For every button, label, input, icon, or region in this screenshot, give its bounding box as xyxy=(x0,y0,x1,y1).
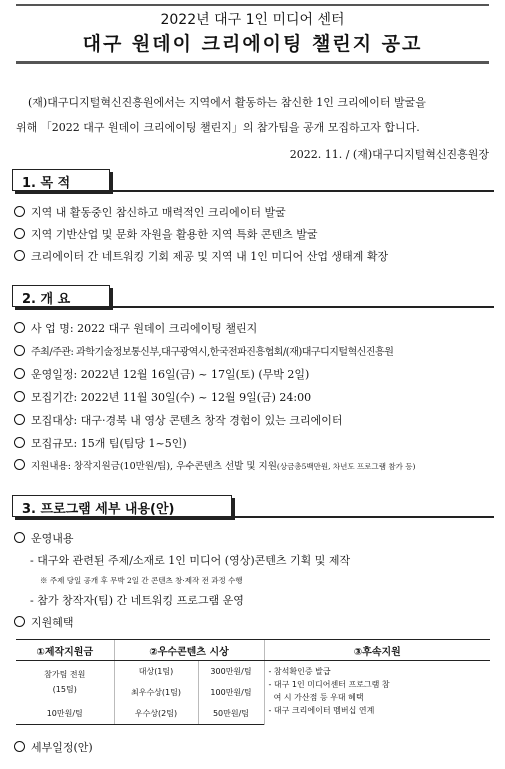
followup-item: - 참석확인증 발급 xyxy=(268,667,331,676)
table-row xyxy=(16,661,490,683)
circle-bullet-icon xyxy=(14,322,25,333)
section-1-label: 1. 목 적 xyxy=(22,176,71,191)
section-2-rule xyxy=(108,306,494,308)
overview-item-7: 지원내용: 창작지원금(10만원/팀), 우수콘텐츠 선발 및 지원(상금총5백만원, 차년도 프로그램 참가 등) xyxy=(14,458,415,472)
followup-item: 여 시 가산점 등 우대 혜택 xyxy=(268,693,364,702)
overview-item-5: 모집대상: 대구·경북 내 영상 콘텐츠 창작 경험이 있는 크리에이터 xyxy=(14,412,342,428)
benefits-table xyxy=(16,639,490,725)
section-1-label-box xyxy=(12,169,110,191)
circle-bullet-icon xyxy=(14,368,25,379)
header-bottom-rule xyxy=(16,61,489,64)
section-3-label-box xyxy=(12,495,232,517)
award-amount: 100만원/팀 xyxy=(198,682,264,703)
operation-detail-1: - 대구와 관련된 주제/소재로 1인 미디어 (영상)콘텐츠 기획 및 제작 xyxy=(30,554,351,567)
overview-item-3: 운영일정: 2022년 12월 16일(금) ~ 17일(토) (무박 2일) xyxy=(14,366,309,382)
overview-item-4: 모집기간: 2022년 11월 30일(수) ~ 12월 9일(금) 24:00 xyxy=(14,389,311,405)
intro-line-2: 위해 「2022 대구 원데이 크리에이팅 챌린지」의 참가팀을 공개 모집하고자 합니다. xyxy=(16,121,420,134)
grant-target-count: (15팀) xyxy=(52,685,77,694)
overview-item-2: 주최/주관: 과학기술정보통신부,대구광역시,한국전파진흥협회/(재)대구디지털혁신진흥원 xyxy=(14,343,393,358)
section-2-label: 2. 개 요 xyxy=(22,292,71,307)
header-production-grant: ①제작지원금 xyxy=(16,640,114,661)
schedule-heading: 세부일정(안) xyxy=(14,739,93,755)
followup-cell xyxy=(264,661,490,725)
section-1-rule xyxy=(108,190,494,192)
grant-amount: 10만원/팀 xyxy=(16,703,114,725)
followup-item: - 대구 1인 미디어센터 프로그램 참 xyxy=(268,680,390,689)
award-amount: 300만원/팀 xyxy=(198,661,264,683)
operation-note: ※ 주제 당일 공개 후 무박 2일 간 콘텐츠 창·제작 전 과정 수행 xyxy=(40,576,243,585)
circle-bullet-icon xyxy=(14,228,25,239)
section-3-rule xyxy=(230,516,494,518)
header-excellence-award: ②우수콘텐츠 시상 xyxy=(114,640,264,661)
header-followup: ③후속지원 xyxy=(264,640,490,661)
section-1-header xyxy=(12,169,494,193)
page-title: 대구 원데이 크리에이팅 챌린지 공고 xyxy=(82,33,423,55)
circle-bullet-icon xyxy=(14,459,25,470)
overview-item-6: 모집규모: 15개 팀(팀당 1~5인) xyxy=(14,435,187,451)
purpose-item-1: 지역 내 활동중인 참신하고 매력적인 크리에이터 발굴 xyxy=(14,204,286,220)
page-subtitle: 2022년 대구 1인 미디어 센터 xyxy=(160,12,345,28)
section-2-label-box xyxy=(12,285,110,307)
section-2-header xyxy=(12,285,494,309)
section-3-header xyxy=(12,495,494,519)
intro-line-1: (재)대구디지털혁신진흥원에서는 지역에서 활동하는 참신한 1인 크리에이터 발굴을 xyxy=(28,96,426,109)
grant-target-text: 참가팀 전원 xyxy=(44,670,86,679)
operation-detail-2: - 참가 창작자(팀) 간 네트워킹 프로그램 운영 xyxy=(30,594,244,607)
circle-bullet-icon xyxy=(14,616,25,627)
circle-bullet-icon xyxy=(14,741,25,752)
purpose-item-2: 지역 기반산업 및 문화 자원을 활용한 지역 특화 콘텐츠 발굴 xyxy=(14,226,318,242)
operation-heading: 운영내용 xyxy=(14,530,74,546)
circle-bullet-icon xyxy=(14,532,25,543)
circle-bullet-icon xyxy=(14,414,25,425)
circle-bullet-icon xyxy=(14,391,25,402)
section-3-label: 3. 프로그램 세부 내용(안) xyxy=(22,502,175,517)
table-header-row xyxy=(16,640,490,661)
award-name: 우수상(2팀) xyxy=(114,703,198,725)
grant-target-cell xyxy=(16,661,114,704)
followup-item: - 대구 크리에이터 멤버십 연계 xyxy=(268,706,375,715)
circle-bullet-icon xyxy=(14,206,25,217)
header-top-rule xyxy=(16,4,489,6)
circle-bullet-icon xyxy=(14,250,25,261)
benefits-heading: 지원혜택 xyxy=(14,614,74,630)
circle-bullet-icon xyxy=(14,437,25,448)
circle-bullet-icon xyxy=(14,345,25,356)
award-name: 대상(1팀) xyxy=(114,661,198,683)
purpose-item-3: 크리에이터 간 네트워킹 기회 제공 및 지역 내 1인 미디어 산업 생태계 확장 xyxy=(14,248,388,264)
overview-item-1: 사 업 명: 2022 대구 원데이 크리에이팅 챌린지 xyxy=(14,320,257,336)
announcement-date: 2022. 11. / (재)대구디지털혁신진흥원장 xyxy=(289,148,489,161)
award-amount: 50만원/팀 xyxy=(198,703,264,725)
award-name: 최우수상(1팀) xyxy=(114,682,198,703)
